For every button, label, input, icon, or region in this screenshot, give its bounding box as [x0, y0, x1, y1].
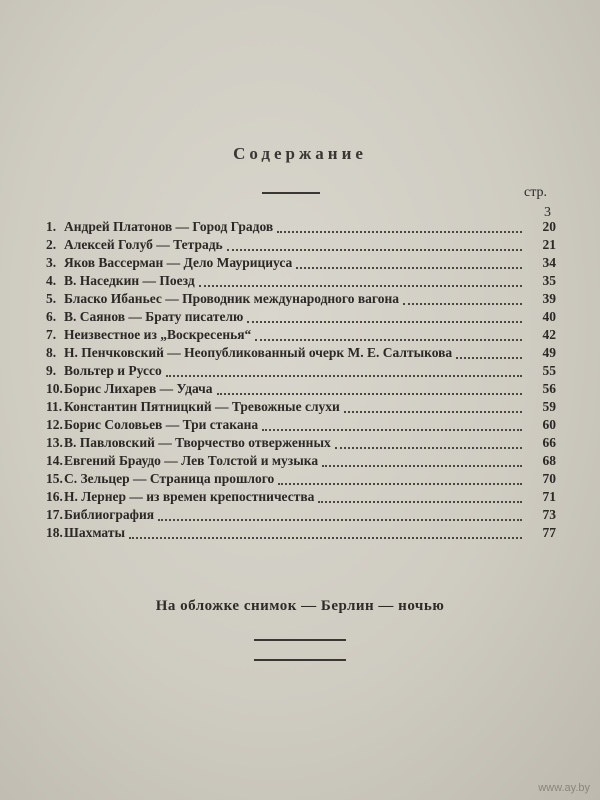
toc-entry: Алексей Голуб — Тетрадь	[64, 237, 223, 252]
toc-row	[46, 272, 556, 290]
toc-page-number: 49	[542, 345, 556, 360]
caption-rule-top	[254, 639, 346, 641]
dot-leader	[277, 220, 522, 233]
dot-leader	[456, 346, 522, 359]
dot-leader	[158, 508, 522, 521]
toc-row	[46, 398, 556, 416]
watermark-text: www.ay.by	[538, 782, 590, 794]
toc-row	[46, 290, 556, 308]
toc-number: 1.	[46, 219, 57, 234]
toc-entry: Андрей Платонов — Город Градов	[64, 219, 274, 234]
dot-leader	[278, 472, 522, 485]
toc-page-number: 68	[542, 453, 556, 468]
toc-row	[46, 470, 556, 488]
toc-row	[46, 254, 556, 272]
first-page-number: 3	[544, 205, 551, 220]
toc-number: 10.	[46, 381, 63, 396]
page-title: Содержание	[233, 144, 367, 163]
page-column-label: стр.	[524, 185, 548, 200]
cover-caption: На обложке снимок — Берлин — ночью	[155, 598, 445, 614]
toc-page-number: 20	[542, 219, 556, 234]
toc-entry: Константин Пятницкий — Тревожные слухи	[64, 399, 340, 414]
toc-number: 6.	[46, 309, 57, 324]
dot-leader	[217, 382, 522, 395]
dot-leader	[344, 400, 522, 413]
dot-leader	[403, 292, 522, 305]
toc-entry: С. Зельцер — Страница прошлого	[64, 471, 275, 486]
toc-row	[46, 308, 556, 326]
toc-number: 11.	[46, 399, 63, 414]
toc-entry: Борис Лихарев — Удача	[64, 381, 213, 396]
dot-leader	[227, 238, 522, 251]
toc-page-number: 56	[542, 381, 556, 396]
toc-number: 18.	[46, 525, 63, 540]
toc-page-number: 21	[542, 237, 556, 252]
toc-number: 16.	[46, 489, 63, 504]
toc-page-number: 40	[542, 309, 556, 324]
toc-page-number: 71	[542, 489, 556, 504]
dot-leader	[166, 364, 522, 377]
toc-page-number: 59	[542, 399, 556, 414]
toc-number: 2.	[46, 237, 57, 252]
dot-leader	[335, 436, 522, 449]
toc-page-number: 77	[542, 525, 556, 540]
dot-leader	[129, 526, 522, 539]
toc-entry: Неизвестное из „Воскресенья“	[64, 327, 252, 342]
toc-entry: Евгений Браудо — Лев Толстой и музыка	[64, 453, 319, 468]
dot-leader	[318, 490, 522, 503]
title-rule	[262, 192, 320, 194]
toc-row	[46, 434, 556, 452]
toc-page-number: 42	[542, 327, 556, 342]
toc-row	[46, 236, 556, 254]
toc-entry: Яков Вассерман — Дело Маурициуса	[64, 255, 293, 270]
dot-leader	[296, 256, 522, 269]
toc-number: 17.	[46, 507, 63, 522]
toc-entry: Н. Лернер — из времен крепостничества	[64, 489, 315, 504]
toc-number: 5.	[46, 291, 57, 306]
toc-page-number: 35	[542, 273, 556, 288]
toc-page-number: 34	[542, 255, 556, 270]
toc-entry: В. Павловский — Творчество отверженных	[64, 435, 331, 450]
toc-page-number: 70	[542, 471, 556, 486]
toc-number: 15.	[46, 471, 63, 486]
toc-row	[46, 506, 556, 524]
toc-number: 14.	[46, 453, 63, 468]
toc-number: 7.	[46, 327, 57, 342]
toc-page-number: 66	[542, 435, 556, 450]
toc-number: 13.	[46, 435, 63, 450]
toc-entry: Борис Соловьев — Три стакана	[64, 417, 259, 432]
table-of-contents	[46, 218, 556, 542]
toc-row	[46, 416, 556, 434]
toc-page-number: 55	[542, 363, 556, 378]
toc-row	[46, 488, 556, 506]
toc-row	[46, 218, 556, 236]
toc-row	[46, 362, 556, 380]
toc-entry: Бласко Ибаньес — Проводник международного вагона	[64, 291, 399, 306]
caption-rule-bottom	[254, 659, 346, 661]
dot-leader	[247, 310, 522, 323]
toc-page-number: 39	[542, 291, 556, 306]
toc-row	[46, 524, 556, 542]
toc-number: 3.	[46, 255, 57, 270]
toc-row	[46, 344, 556, 362]
toc-number: 12.	[46, 417, 63, 432]
toc-entry: Вольтер и Руссо	[64, 363, 162, 378]
toc-entry: В. Наседкин — Поезд	[64, 273, 195, 288]
dot-leader	[262, 418, 522, 431]
dot-leader	[199, 274, 522, 287]
toc-number: 9.	[46, 363, 57, 378]
toc-number: 4.	[46, 273, 57, 288]
dot-leader	[322, 454, 522, 467]
toc-row	[46, 380, 556, 398]
dot-leader	[255, 328, 522, 341]
toc-entry: Библиография	[64, 507, 155, 522]
toc-page-number: 60	[542, 417, 556, 432]
toc-entry: Шахматы	[64, 525, 126, 540]
toc-entry: Н. Пенчковский — Неопубликованный очерк М. Е. Салтыкова	[64, 345, 453, 360]
toc-row	[46, 326, 556, 344]
toc-number: 8.	[46, 345, 57, 360]
toc-row	[46, 452, 556, 470]
toc-entry: В. Саянов — Брату писателю	[64, 309, 244, 324]
toc-page-number: 73	[542, 507, 556, 522]
